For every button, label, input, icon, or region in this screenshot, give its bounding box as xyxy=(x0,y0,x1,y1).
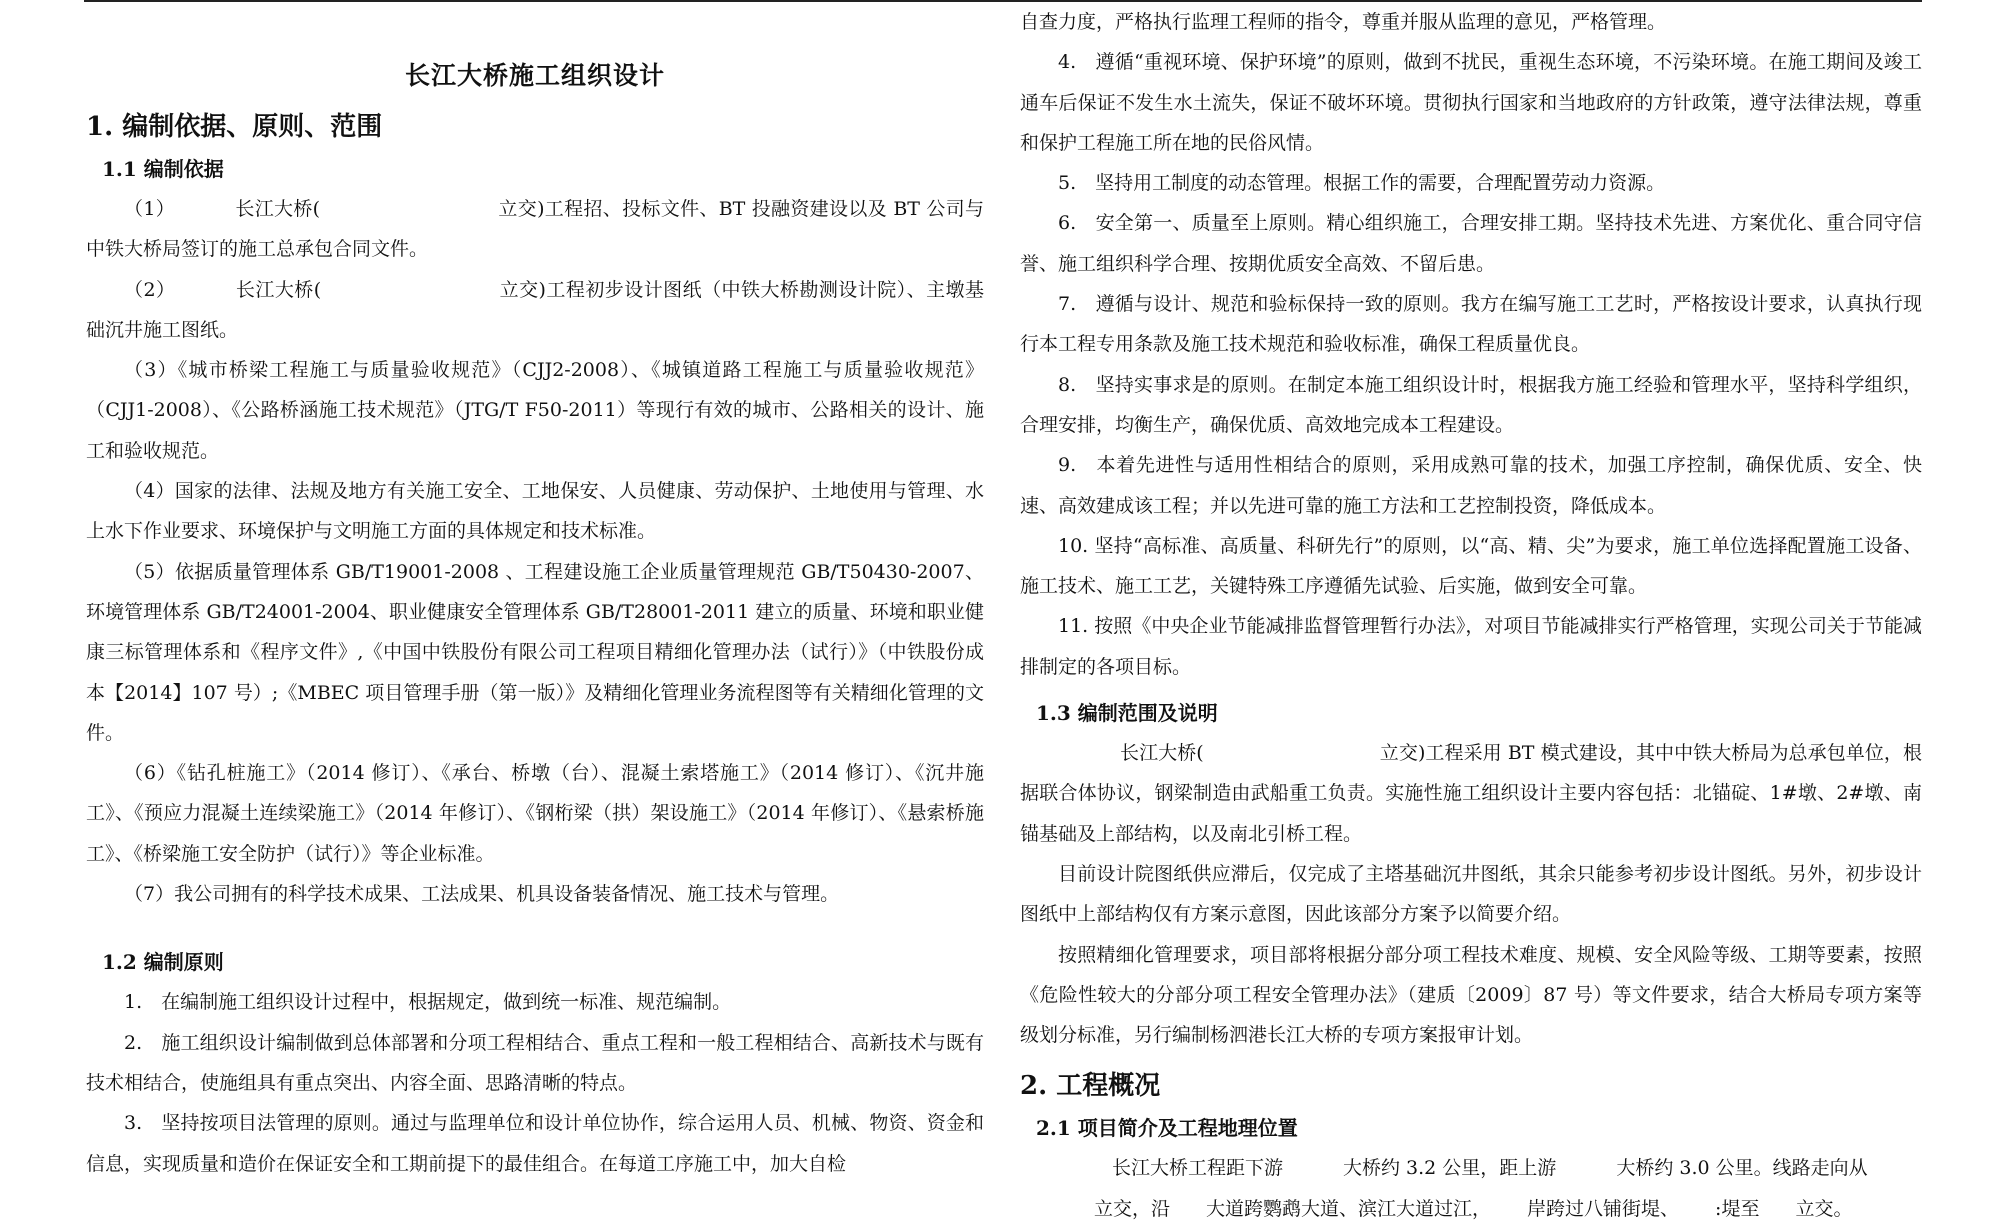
section-1-2-heading: 1.2 编制原则 xyxy=(102,950,224,975)
basis-item-1: （1） 长江大桥( 立交)工程招、投标文件、BT 投融资建设以及 BT 公司与中铁大桥局签订的施工总承包合同文件。 xyxy=(86,198,984,261)
principle-9: 9. 本着先进性与适用性相结合的原则，采用成熟可靠的技术，加强工序控制，确保优质、安全、快速、高效建成该工程；并以先进可靠的施工方法和工艺控制投资，降低成本。 xyxy=(1020,454,1922,517)
principle-5: 5. 坚持用工制度的动态管理。根据工作的需要，合理配置劳动力资源。 xyxy=(1058,172,1666,195)
scope-para-2: 按照精细化管理要求，项目部将根据分部分项工程技术难度、规模、安全风险等级、工期等要素，按照《危险性较大的分部分项工程安全管理办法》（建质〔2009〕87 号）等文件要求，结合大桥局专项方案等级划分标准，另行编制杨泗港长江大桥的专项方案报审计划。 xyxy=(1020,943,1922,1047)
principle-2: 2. 施工组织设计编制做到总体部署和分项工程相结合、重点工程和一般工程相结合、高新技术与既有技术相结合，使施组具有重点突出、内容全面、思路清晰的特点。 xyxy=(86,1031,984,1094)
basis-item-7: （7）我公司拥有的科学技术成果、工法成果、机具设备装备情况、施工技术与管理。 xyxy=(124,883,840,906)
left-column xyxy=(86,0,984,1184)
principle-7: 7. 遵循与设计、规范和验标保持一致的原则。我方在编写施工工艺时，严格按设计要求，认真执行现行本工程专用条款及施工技术规范和验收标准，确保工程质量优良。 xyxy=(1020,293,1922,356)
principle-11: 11. 按照《中央企业节能减排监督管理暂行办法》，对项目节能减排实行严格管理，实现公司关于节能减排制定的各项目标。 xyxy=(1020,615,1922,678)
section-2-1-heading: 2.1 项目简介及工程地理位置 xyxy=(1036,1116,1298,1141)
scope-lead: 长江大桥( 立交)工程采用 BT 模式建设，其中中铁大桥局为总承包单位，根据联合体协议，钢梁制造由武船重工负责。实施性施工组织设计主要内容包括：北锚碇、1#墩、2#墩、南锚基础及上部结构，以及南北引桥工程。 xyxy=(1020,742,1922,845)
spacer xyxy=(86,914,984,936)
section-2-heading: 2. 工程概况 xyxy=(1020,1071,1161,1102)
overview-line-2: 立交，沿 大道跨鹦鹉大道、滨江大道过江， 岸跨过八铺街堤、 :堤至 立交。 xyxy=(1094,1197,1853,1220)
basis-item-6: （6）《钻孔桩施工》（2014 修订）、《承台、桥墩（台）、混凝土索塔施工》（2014 修订）、《沉井施工》、《预应力混凝土连续梁施工》（2014 年修订）、《钢桁梁（拱）架设施工》（2014 年修订）、《悬索桥施工》、《桥梁施工安全防护（试行）》等企业标准。 xyxy=(86,762,984,865)
basis-item-4: （4）国家的法律、法规及地方有关施工安全、工地保安、人员健康、劳动保护、土地使用与管理、水上水下作业要求、环境保护与文明施工方面的具体规定和技术标准。 xyxy=(86,480,984,543)
basis-item-3: （3）《城市桥梁工程施工与质量验收规范》（CJJ2-2008）、《城镇道路工程施工与质量验收规范》（CJJ1-2008）、《公路桥涵施工技术规范》（JTG/T F50-2011）等现行有效的城市、公路相关的设计、施工和验收规范。 xyxy=(86,359,984,462)
section-1-3-heading: 1.3 编制范围及说明 xyxy=(1036,701,1218,726)
basis-item-2: （2） 长江大桥( 立交)工程初步设计图纸（中铁大桥勘测设计院）、主墩基础沉井施工图纸。 xyxy=(86,278,984,341)
principle-6: 6. 安全第一、质量至上原则。精心组织施工，合理安排工期。坚持技术先进、方案优化、重合同守信誉、施工组织科学合理、按期优质安全高效、不留后患。 xyxy=(1020,212,1922,275)
document-title: 长江大桥施工组织设计 xyxy=(404,61,665,90)
principle-3: 3. 坚持按项目法管理的原则。通过与监理单位和设计单位协作，综合运用人员、机械、物资、资金和信息，实现质量和造价在保证安全和工期前提下的最佳组合。在每道工序施工中，加大自检 xyxy=(86,1112,984,1175)
principle-10: 10. 坚持“高标准、高质量、科研先行”的原则，以“高、精、尖”为要求，施工单位选择配置施工设备、施工技术、施工工艺，关键特殊工序遵循先试验、后实施，做到安全可靠。 xyxy=(1020,534,1922,598)
section-1-1-heading: 1.1 编制依据 xyxy=(102,157,224,181)
scope-para-1: 目前设计院图纸供应滞后，仅完成了主塔基础沉井图纸，其余只能参考初步设计图纸。另外，初步设计图纸中上部结构仅有方案示意图，因此该部分方案予以简要介绍。 xyxy=(1020,862,1922,926)
principle-1: 1. 在编制施工组织设计过程中，根据规定，做到统一标准、规范编制。 xyxy=(124,991,732,1014)
principle-3-continued: 自查力度，严格执行监理工程师的指令，尊重并服从监理的意见，严格管理。 xyxy=(1020,11,1667,33)
overview-line-1: 长江大桥工程距下游 大桥约 3.2 公里，距上游 大桥约 3.0 公里。线路走向从 xyxy=(1112,1157,1868,1180)
right-column xyxy=(1020,0,1922,1229)
principle-4: 4. 遵循“重视环境、保护环境”的原则，做到不扰民，重视生态环境，不污染环境。在施工期间及竣工通车后保证不发生水土流失，保证不破坏环境。贯彻执行国家和当地政府的方针政策，遵守法律法规，尊重和保护工程施工所在地的民俗风情。 xyxy=(1020,51,1922,154)
principle-8: 8. 坚持实事求是的原则。在制定本施工组织设计时，根据我方施工经验和管理水平，坚持科学组织，合理安排，均衡生产，确保优质、高效地完成本工程建设。 xyxy=(1020,373,1922,436)
section-1-heading: 1. 编制依据、原则、范围 xyxy=(86,112,383,142)
basis-item-5: （5）依据质量管理体系 GB/T19001-2008 、工程建设施工企业质量管理规范 GB/T50430-2007、环境管理体系 GB/T24001-2004、职业健康安全管理体系 GB/T28001-2011 建立的质量、环境和职业健康三标管理体系和《程序文件》,《中国中铁股份有限公司工程项目精细化管理办法（试行）》（中铁股份成本【2014】107 号）;《MBEC 项目管理手册（第一版）》及精细化管理业务流程图等有关精细化管理的文件。 xyxy=(86,560,984,744)
